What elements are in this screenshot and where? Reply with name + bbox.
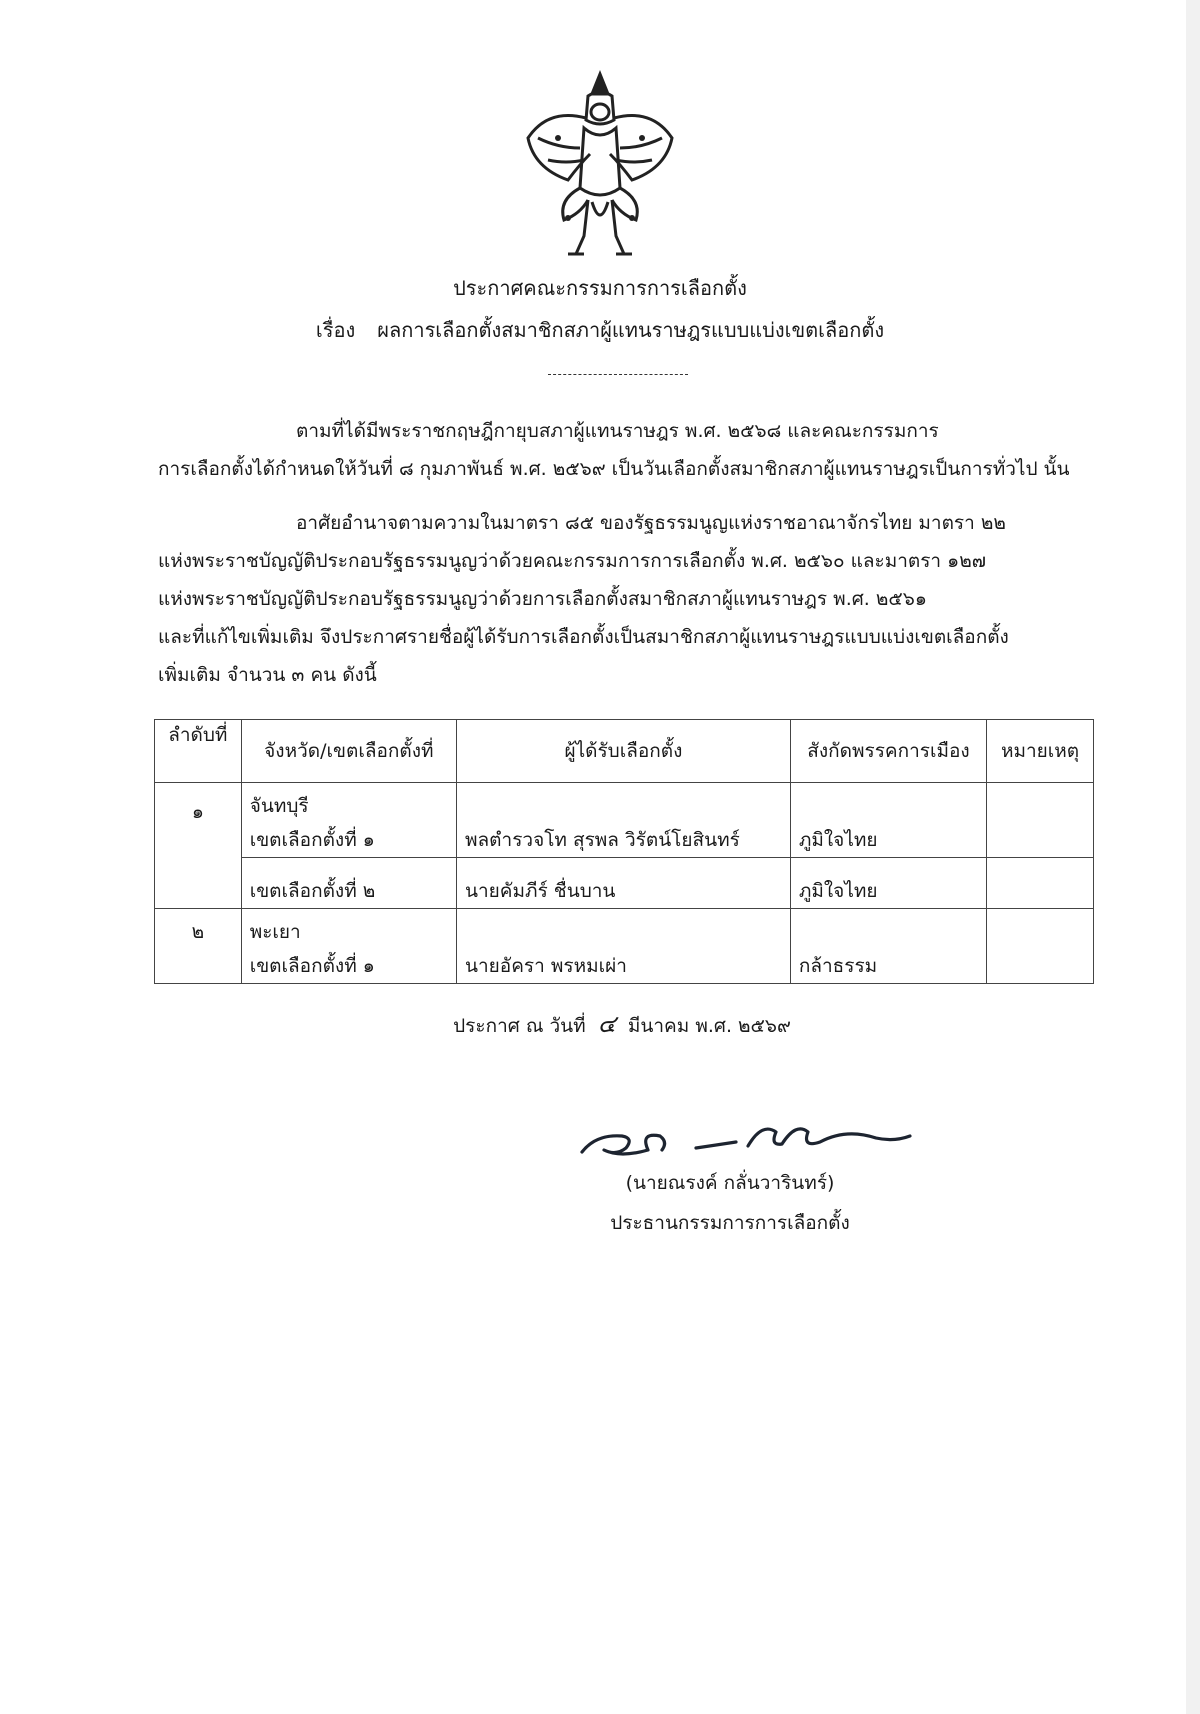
cell-elected-text: นายคัมภีร์ ชื่นบาน [465, 880, 616, 902]
paragraph-line: แห่งพระราชบัญญัติประกอบรัฐธรรมนูญว่าด้วยคณะกรรมการการเลือกตั้ง พ.ศ. ๒๕๖๐ และมาตรา ๑๒๗ [158, 550, 987, 572]
paragraph-line: และที่แก้ไขเพิ่มเติม จึงประกาศรายชื่อผู้ได้รับการเลือกตั้งเป็นสมาชิกสภาผู้แทนราษฎรแบบแบ่งเขตเลือกตั้ง [158, 626, 1009, 648]
handwritten-signature [576, 1092, 916, 1172]
paragraph-line: เพิ่มเติม จำนวน ๓ คน ดังนี้ [158, 664, 377, 686]
title-divider [548, 374, 688, 375]
table-row [155, 783, 1094, 858]
date-suffix: มีนาคม พ.ศ. ๒๕๖๙ [627, 1015, 791, 1037]
cell-elected-text: นายอัครา พรหมเผ่า [465, 955, 627, 977]
document-title: ประกาศคณะกรรมการการเลือกตั้ง [453, 276, 747, 300]
announcement-date [0, 1004, 1200, 1043]
cell-elected-text: พลตำรวจโท สุรพล วิรัตน์โยสินทร์ [465, 829, 740, 851]
signer-position: ประธานกรรมการการเลือกตั้ง [610, 1212, 850, 1234]
subject-label: เรื่อง [315, 318, 356, 342]
document-subject [0, 314, 1200, 346]
paragraph-preamble [158, 412, 1078, 488]
cell-note [987, 909, 1094, 984]
cell-district [241, 783, 456, 858]
page-edge [1186, 0, 1200, 1714]
cell-elected [457, 783, 791, 858]
cell-province: จันทบุรี [249, 795, 309, 817]
column-header-note: หมายเหตุ [987, 720, 1094, 783]
cell-district-no: เขตเลือกตั้งที่ ๒ [249, 880, 376, 902]
cell-elected [457, 909, 791, 984]
date-day-handwritten: ๔ [597, 1010, 616, 1038]
column-header-district: จังหวัด/เขตเลือกตั้งที่ [241, 720, 456, 783]
cell-note [987, 858, 1094, 909]
date-prefix: ประกาศ ณ วันที่ [453, 1015, 586, 1037]
cell-district [241, 909, 456, 984]
cell-district [241, 858, 456, 909]
cell-party-text: ภูมิใจไทย [798, 880, 878, 902]
cell-order: ๑ [155, 783, 242, 909]
paragraph-line: อาศัยอำนาจตามความในมาตรา ๘๕ ของรัฐธรรมนูญแห่งราชอาณาจักรไทย มาตรา ๒๒ [296, 512, 1006, 534]
garuda-emblem [518, 68, 682, 264]
subject-text: ผลการเลือกตั้งสมาชิกสภาผู้แทนราษฎรแบบแบ่งเขตเลือกตั้ง [377, 318, 885, 342]
paragraph-line: การเลือกตั้งได้กำหนดให้วันที่ ๘ กุมภาพันธ์ พ.ศ. ๒๕๖๙ เป็นวันเลือกตั้งสมาชิกสภาผู้แทนราษฎรเป็นการทั่วไป นั้น [158, 458, 1070, 480]
column-header-elected: ผู้ได้รับเลือกตั้ง [457, 720, 791, 783]
cell-note [987, 783, 1094, 858]
paragraph-line: แห่งพระราชบัญญัติประกอบรัฐธรรมนูญว่าด้วยการเลือกตั้งสมาชิกสภาผู้แทนราษฎร พ.ศ. ๒๕๖๑ [158, 588, 927, 610]
table-header-row [155, 720, 1094, 783]
paragraph-authority [158, 504, 1078, 694]
cell-party-text: กล้าธรรม [798, 955, 878, 977]
table-row [155, 858, 1094, 909]
column-header-party: สังกัดพรรคการเมือง [790, 720, 986, 783]
signer-name: (นายณรงค์ กลั่นวารินทร์) [625, 1172, 835, 1194]
paragraph-line: ตามที่ได้มีพระราชกฤษฎีกายุบสภาผู้แทนราษฎร พ.ศ. ๒๕๖๘ และคณะกรรมการ [296, 420, 939, 442]
cell-elected [457, 858, 791, 909]
cell-district-no: เขตเลือกตั้งที่ ๑ [249, 955, 375, 977]
column-header-order: ลำดับที่ [155, 720, 242, 783]
cell-party-text: ภูมิใจไทย [798, 829, 878, 851]
cell-district-no: เขตเลือกตั้งที่ ๑ [249, 829, 375, 851]
cell-party [790, 783, 986, 858]
cell-province: พะเยา [249, 921, 301, 943]
results-table [154, 719, 1094, 984]
cell-order: ๒ [155, 909, 242, 984]
table-row [155, 909, 1094, 984]
cell-party [790, 858, 986, 909]
cell-party [790, 909, 986, 984]
